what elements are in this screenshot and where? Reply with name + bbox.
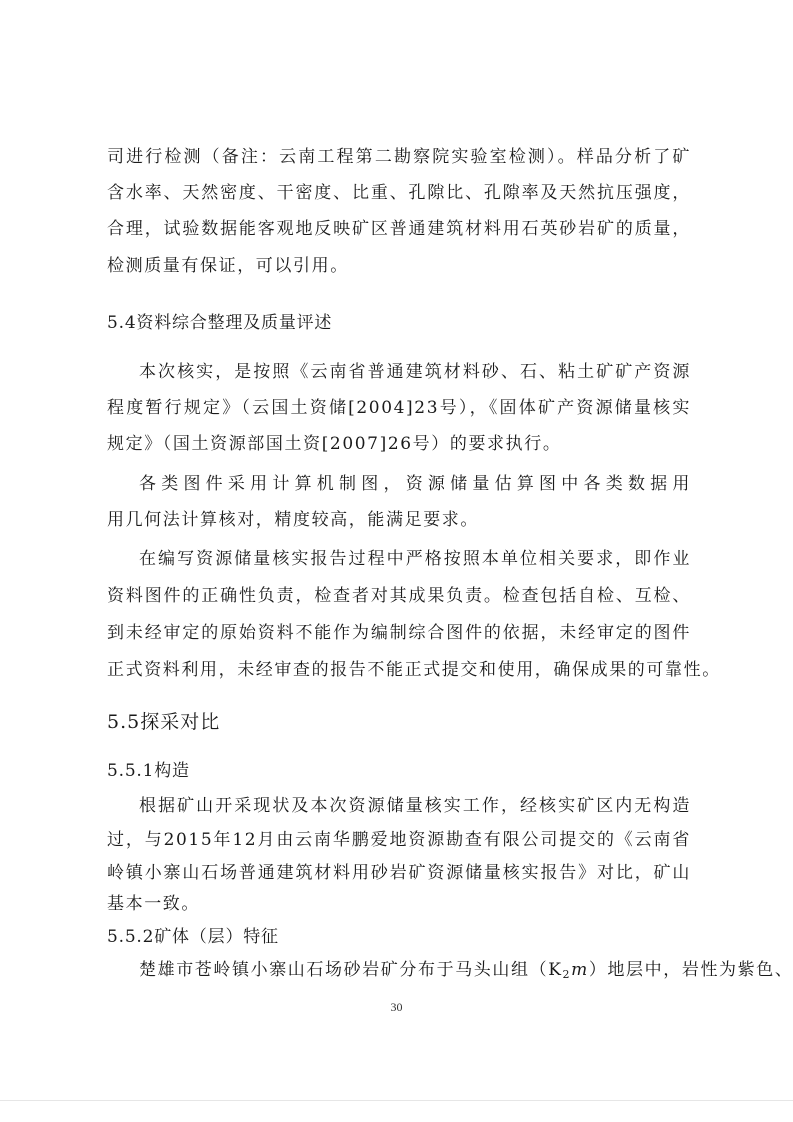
body-line: 用几何法计算核对，精度较高，能满足要求。 (107, 510, 479, 530)
body-line: 资料图件的正确性负责，检查者对其成果负责。检查包括自检、互检、 (107, 586, 691, 606)
body-line: 在编写资源储量核实报告过程中严格按照本单位相关要求，即作业 (139, 549, 691, 569)
section-heading-5-5-1: 5.5.1构造 (107, 761, 190, 781)
body-line: 规定》（国土资源部国土资[2007]26号）的要求执行。 (107, 434, 562, 454)
body-line: 到未经审定的原始资料不能作为编制综合图件的依据，未经审定的图件 (107, 623, 691, 643)
section-heading-5-5-2: 5.5.2矿体（层）特征 (107, 927, 279, 947)
subscript-text: 2 (562, 968, 572, 981)
scan-edge-line (0, 1100, 793, 1101)
body-line: 基本一致。 (107, 894, 200, 914)
body-line: 司进行检测（备注：云南工程第二勘察院实验室检测）。样品分析了矿 (107, 147, 691, 167)
body-line: 过，与2015年12月由云南华鹏爱地资源勘查有限公司提交的《云南省 (107, 830, 691, 850)
body-line: 本次核实，是按照《云南省普通建筑材料砂、石、粘土矿矿产资源 (139, 362, 691, 382)
body-line: 正式资料利用，未经审查的报告不能正式提交和使用，确保成果的可靠性。 (107, 660, 721, 680)
body-text: ）地层中，岩性为紫色、 (588, 960, 793, 980)
body-line: 含水率、天然密度、干密度、比重、孔隙比、孔隙率及天然抗压强度， (107, 183, 691, 203)
body-line (139, 959, 793, 986)
section-heading-5-5: 5.5探采对比 (107, 711, 221, 733)
page-number: 30 (390, 1000, 403, 1014)
italic-text: m (571, 960, 589, 980)
body-text: 楚雄市苍岭镇小寨山石场砂岩矿分布于马头山组（K (139, 960, 563, 980)
section-heading-5-4: 5.4资料综合整理及质量评述 (107, 313, 333, 333)
body-line: 岭镇小寨山石场普通建筑材料用砂岩矿资源储量核实报告》对比，矿山 (107, 863, 691, 883)
body-line: 程度暂行规定》（云国土资储[2004]23号），《固体矿产资源储量核实 (107, 398, 691, 418)
body-line: 合理，试验数据能客观地反映矿区普通建筑材料用石英砂岩矿的质量， (107, 219, 691, 239)
body-line: 各类图件采用计算机制图，资源储量估算图中各类数据用 (139, 474, 691, 494)
body-line: 根据矿山开采现状及本次资源储量核实工作，经核实矿区内无构造 (139, 796, 691, 816)
body-line: 检测质量有保证，可以引用。 (107, 256, 349, 276)
